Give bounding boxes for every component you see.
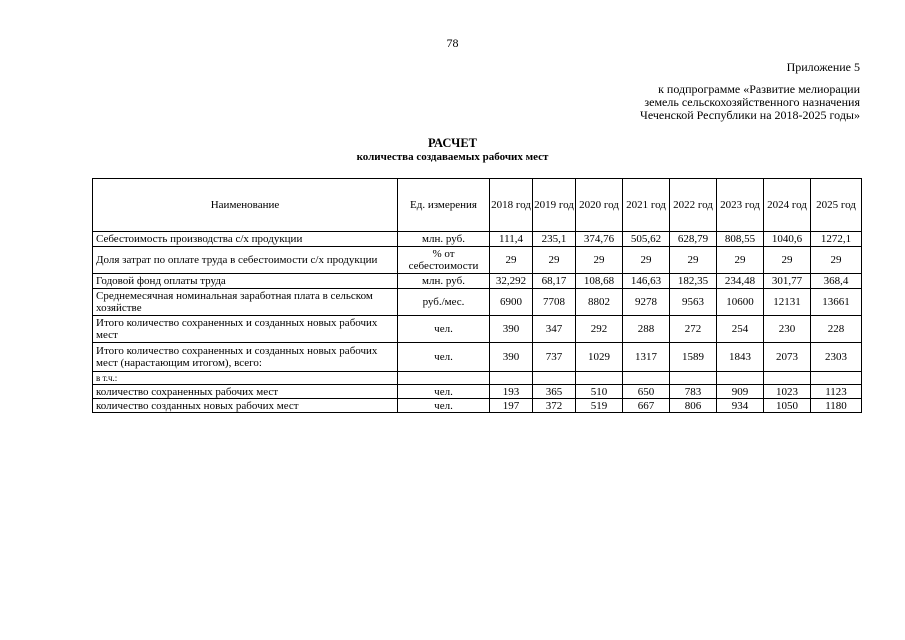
table-row xyxy=(93,399,862,413)
appendix-line: к подпрограмме «Развитие мелиорации xyxy=(658,82,860,96)
row-unit xyxy=(398,372,490,385)
cell-value: 146,63 xyxy=(623,274,670,289)
cell-value: 806 xyxy=(670,399,717,413)
cell-value: 628,79 xyxy=(670,232,717,247)
cell-value: 909 xyxy=(717,385,764,399)
row-unit: руб./мес. xyxy=(398,289,490,316)
cell-value: 29 xyxy=(717,247,764,274)
cell-value: 228 xyxy=(811,316,862,343)
cell-value: 29 xyxy=(576,247,623,274)
cell-value xyxy=(490,372,533,385)
cell-value: 288 xyxy=(623,316,670,343)
cell-value: 29 xyxy=(764,247,811,274)
row-name: Итого количество сохраненных и созданных новых рабочих мест xyxy=(93,316,398,343)
row-name: Годовой фонд оплаты труда xyxy=(93,274,398,289)
cell-value xyxy=(811,372,862,385)
cell-value: 6900 xyxy=(490,289,533,316)
cell-value: 32,292 xyxy=(490,274,533,289)
cell-value: 29 xyxy=(490,247,533,274)
header-year: 2024 год xyxy=(764,179,811,232)
cell-value: 510 xyxy=(576,385,623,399)
table-row xyxy=(93,247,862,274)
cell-value: 234,48 xyxy=(717,274,764,289)
header-name: Наименование xyxy=(93,179,398,232)
cell-value: 934 xyxy=(717,399,764,413)
header-year: 2019 год xyxy=(533,179,576,232)
cell-value: 1317 xyxy=(623,343,670,372)
table-row xyxy=(93,316,862,343)
cell-value: 667 xyxy=(623,399,670,413)
header-year: 2025 год xyxy=(811,179,862,232)
cell-value: 230 xyxy=(764,316,811,343)
cell-value: 292 xyxy=(576,316,623,343)
cell-value: 368,4 xyxy=(811,274,862,289)
cell-value xyxy=(717,372,764,385)
cell-value: 193 xyxy=(490,385,533,399)
cell-value: 10600 xyxy=(717,289,764,316)
row-name: Себестоимость производства с/х продукции xyxy=(93,232,398,247)
cell-value: 2073 xyxy=(764,343,811,372)
calculation-title: РАСЧЕТ xyxy=(427,136,477,150)
cell-value: 2303 xyxy=(811,343,862,372)
cell-value: 783 xyxy=(670,385,717,399)
header-year: 2020 год xyxy=(576,179,623,232)
row-name: количество созданных новых рабочих мест xyxy=(93,399,398,413)
appendix-title: Приложение 5 xyxy=(786,60,860,74)
cell-value: 390 xyxy=(490,316,533,343)
cell-value: 7708 xyxy=(533,289,576,316)
cell-value: 347 xyxy=(533,316,576,343)
cell-value: 182,35 xyxy=(670,274,717,289)
cell-value xyxy=(670,372,717,385)
cell-value: 1023 xyxy=(764,385,811,399)
row-name: в т.ч.: xyxy=(93,372,398,385)
header-year: 2022 год xyxy=(670,179,717,232)
appendix-line: Чеченской Республики на 2018-2025 годы» xyxy=(640,108,860,122)
cell-value: 29 xyxy=(811,247,862,274)
cell-value: 13661 xyxy=(811,289,862,316)
cell-value: 29 xyxy=(533,247,576,274)
row-unit: чел. xyxy=(398,316,490,343)
cell-value xyxy=(533,372,576,385)
cell-value: 1050 xyxy=(764,399,811,413)
page-number: 78 xyxy=(446,36,459,50)
row-unit: млн. руб. xyxy=(398,232,490,247)
cell-value: 272 xyxy=(670,316,717,343)
cell-value: 1589 xyxy=(670,343,717,372)
appendix-subtitle xyxy=(640,83,860,122)
cell-value: 1272,1 xyxy=(811,232,862,247)
cell-value: 808,55 xyxy=(717,232,764,247)
table-row xyxy=(93,372,862,385)
table-header-row xyxy=(93,179,862,232)
cell-value: 1040,6 xyxy=(764,232,811,247)
cell-value: 29 xyxy=(623,247,670,274)
table-row xyxy=(93,232,862,247)
cell-value: 365 xyxy=(533,385,576,399)
row-unit: чел. xyxy=(398,385,490,399)
cell-value: 737 xyxy=(533,343,576,372)
header-year: 2023 год xyxy=(717,179,764,232)
cell-value: 9563 xyxy=(670,289,717,316)
cell-value: 197 xyxy=(490,399,533,413)
row-unit: % от себестоимости xyxy=(398,247,490,274)
cell-value: 374,76 xyxy=(576,232,623,247)
cell-value: 1029 xyxy=(576,343,623,372)
calculation-subtitle: количества создаваемых рабочих мест xyxy=(356,151,549,163)
row-unit: чел. xyxy=(398,343,490,372)
cell-value: 8802 xyxy=(576,289,623,316)
row-name: количество сохраненных рабочих мест xyxy=(93,385,398,399)
cell-value: 1123 xyxy=(811,385,862,399)
cell-value xyxy=(623,372,670,385)
cell-value xyxy=(764,372,811,385)
cell-value: 254 xyxy=(717,316,764,343)
cell-value: 1843 xyxy=(717,343,764,372)
row-name: Итого количество сохраненных и созданных новых рабочих мест (нарастающим итогом), всего: xyxy=(93,343,398,372)
cell-value: 9278 xyxy=(623,289,670,316)
jobs-calculation-table xyxy=(92,178,862,413)
row-unit: чел. xyxy=(398,399,490,413)
cell-value: 1180 xyxy=(811,399,862,413)
row-unit: млн. руб. xyxy=(398,274,490,289)
cell-value: 650 xyxy=(623,385,670,399)
table-row xyxy=(93,289,862,316)
cell-value: 390 xyxy=(490,343,533,372)
header-unit: Ед. измерения xyxy=(398,179,490,232)
row-name: Доля затрат по оплате труда в себестоимости с/х продукции xyxy=(93,247,398,274)
cell-value: 235,1 xyxy=(533,232,576,247)
cell-value: 108,68 xyxy=(576,274,623,289)
header-year: 2018 год xyxy=(490,179,533,232)
cell-value: 372 xyxy=(533,399,576,413)
appendix-line: земель сельскохозяйственного назначения xyxy=(644,95,860,109)
cell-value: 301,77 xyxy=(764,274,811,289)
cell-value: 12131 xyxy=(764,289,811,316)
table-row xyxy=(93,274,862,289)
row-name: Среднемесячная номинальная заработная плата в сельском хозяйстве xyxy=(93,289,398,316)
cell-value: 505,62 xyxy=(623,232,670,247)
cell-value: 68,17 xyxy=(533,274,576,289)
cell-value: 111,4 xyxy=(490,232,533,247)
header-year: 2021 год xyxy=(623,179,670,232)
cell-value xyxy=(576,372,623,385)
table-row xyxy=(93,385,862,399)
cell-value: 519 xyxy=(576,399,623,413)
cell-value: 29 xyxy=(670,247,717,274)
table-row xyxy=(93,343,862,372)
